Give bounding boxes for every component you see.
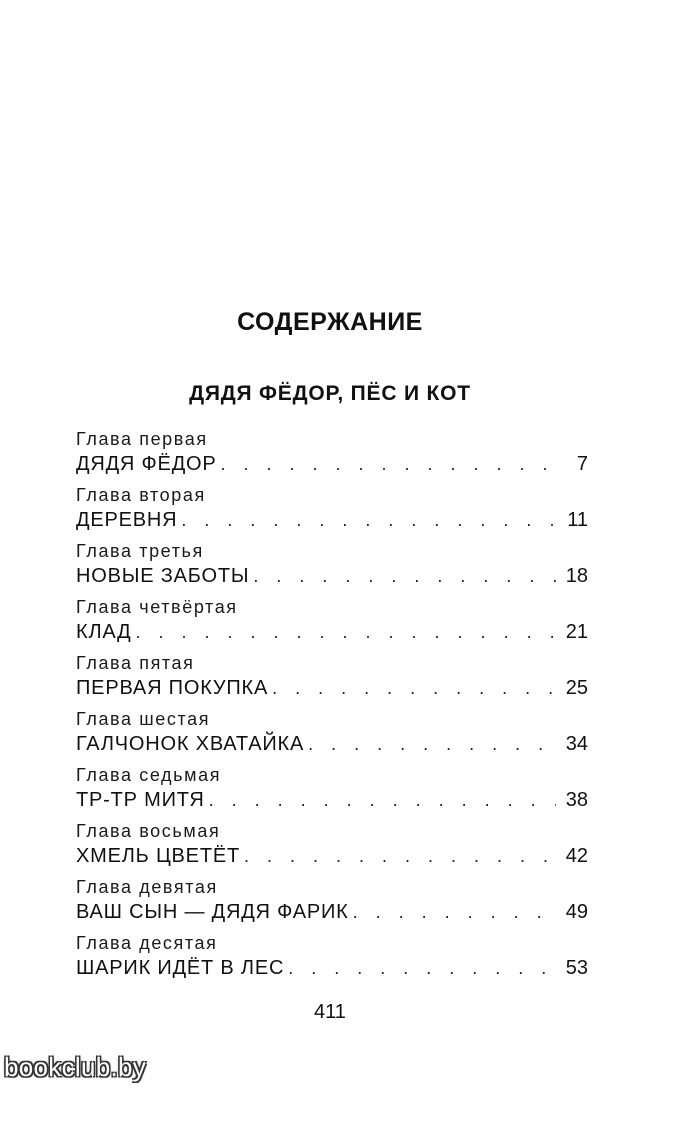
toc-entry [76,820,588,876]
toc-entry [76,876,588,932]
chapter-label: Глава девятая [76,877,218,897]
dot-leader [209,786,556,814]
dot-leader [288,954,556,982]
dot-leader [221,450,567,478]
dot-leader [253,562,555,590]
dot-leader [272,674,556,702]
chapter-page-number: 38 [565,789,588,811]
chapter-line [76,786,588,814]
dot-leader [308,730,556,758]
chapter-line [76,898,588,926]
chapter-label: Глава шестая [76,709,211,729]
chapter-line [76,842,588,870]
chapter-title: ТР-ТР МИТЯ [76,789,205,811]
chapter-title: ПЕРВАЯ ПОКУПКА [76,677,269,699]
chapter-line [76,674,588,702]
chapter-title: ГАЛЧОНОК ХВАТАЙКА [76,733,305,755]
toc-entry [76,428,588,484]
chapter-label: Глава третья [76,541,204,561]
chapter-label: Глава седьмая [76,765,222,785]
toc-entry [76,652,588,708]
chapter-page-number: 53 [565,957,588,979]
toc-entry [76,764,588,820]
toc-entry [76,596,588,652]
chapter-page-number: 18 [565,565,588,587]
chapter-page-number: 49 [565,901,588,923]
chapter-label: Глава десятая [76,933,218,953]
chapter-label: Глава пятая [76,653,195,673]
chapter-line [76,730,588,758]
chapter-title: ХМЕЛЬ ЦВЕТЁТ [76,845,241,867]
toc-entry [76,484,588,540]
chapter-line [76,954,588,982]
chapter-title: НОВЫЕ ЗАБОТЫ [76,565,250,587]
chapter-page-number: 42 [565,845,588,867]
chapter-label: Глава восьмая [76,821,221,841]
chapter-label: Глава четвёртая [76,597,238,617]
chapter-title: ДЕРЕВНЯ [76,509,178,531]
toc-entry [76,540,588,596]
chapter-page-number: 7 [576,453,588,475]
chapter-page-number: 21 [565,621,588,643]
toc-heading: СОДЕРЖАНИЕ [237,308,423,336]
toc-entry [76,932,588,988]
chapter-page-number: 34 [565,733,588,755]
chapter-page-number: 25 [565,677,588,699]
dot-leader [244,842,556,870]
chapter-line [76,506,588,534]
chapter-line [76,562,588,590]
dot-leader [181,506,557,534]
chapter-page-number: 11 [567,509,588,531]
chapter-label: Глава первая [76,429,208,449]
chapter-label: Глава вторая [76,485,206,505]
chapter-title: ШАРИК ИДЁТ В ЛЕС [76,957,285,979]
chapter-title: ДЯДЯ ФЁДОР [76,453,217,475]
dot-leader [353,898,556,926]
chapter-line [76,450,588,478]
dot-leader [136,618,556,646]
toc-entry [76,708,588,764]
chapter-title: КЛАД [76,621,132,643]
part-title: ДЯДЯ ФЁДОР, ПЁС И КОТ [189,382,471,405]
watermark: bookclub.by [4,1052,147,1082]
toc-list [76,428,588,988]
page-number: 411 [314,1001,346,1023]
chapter-title: ВАШ СЫН — ДЯДЯ ФАРИК [76,901,349,923]
chapter-line [76,618,588,646]
